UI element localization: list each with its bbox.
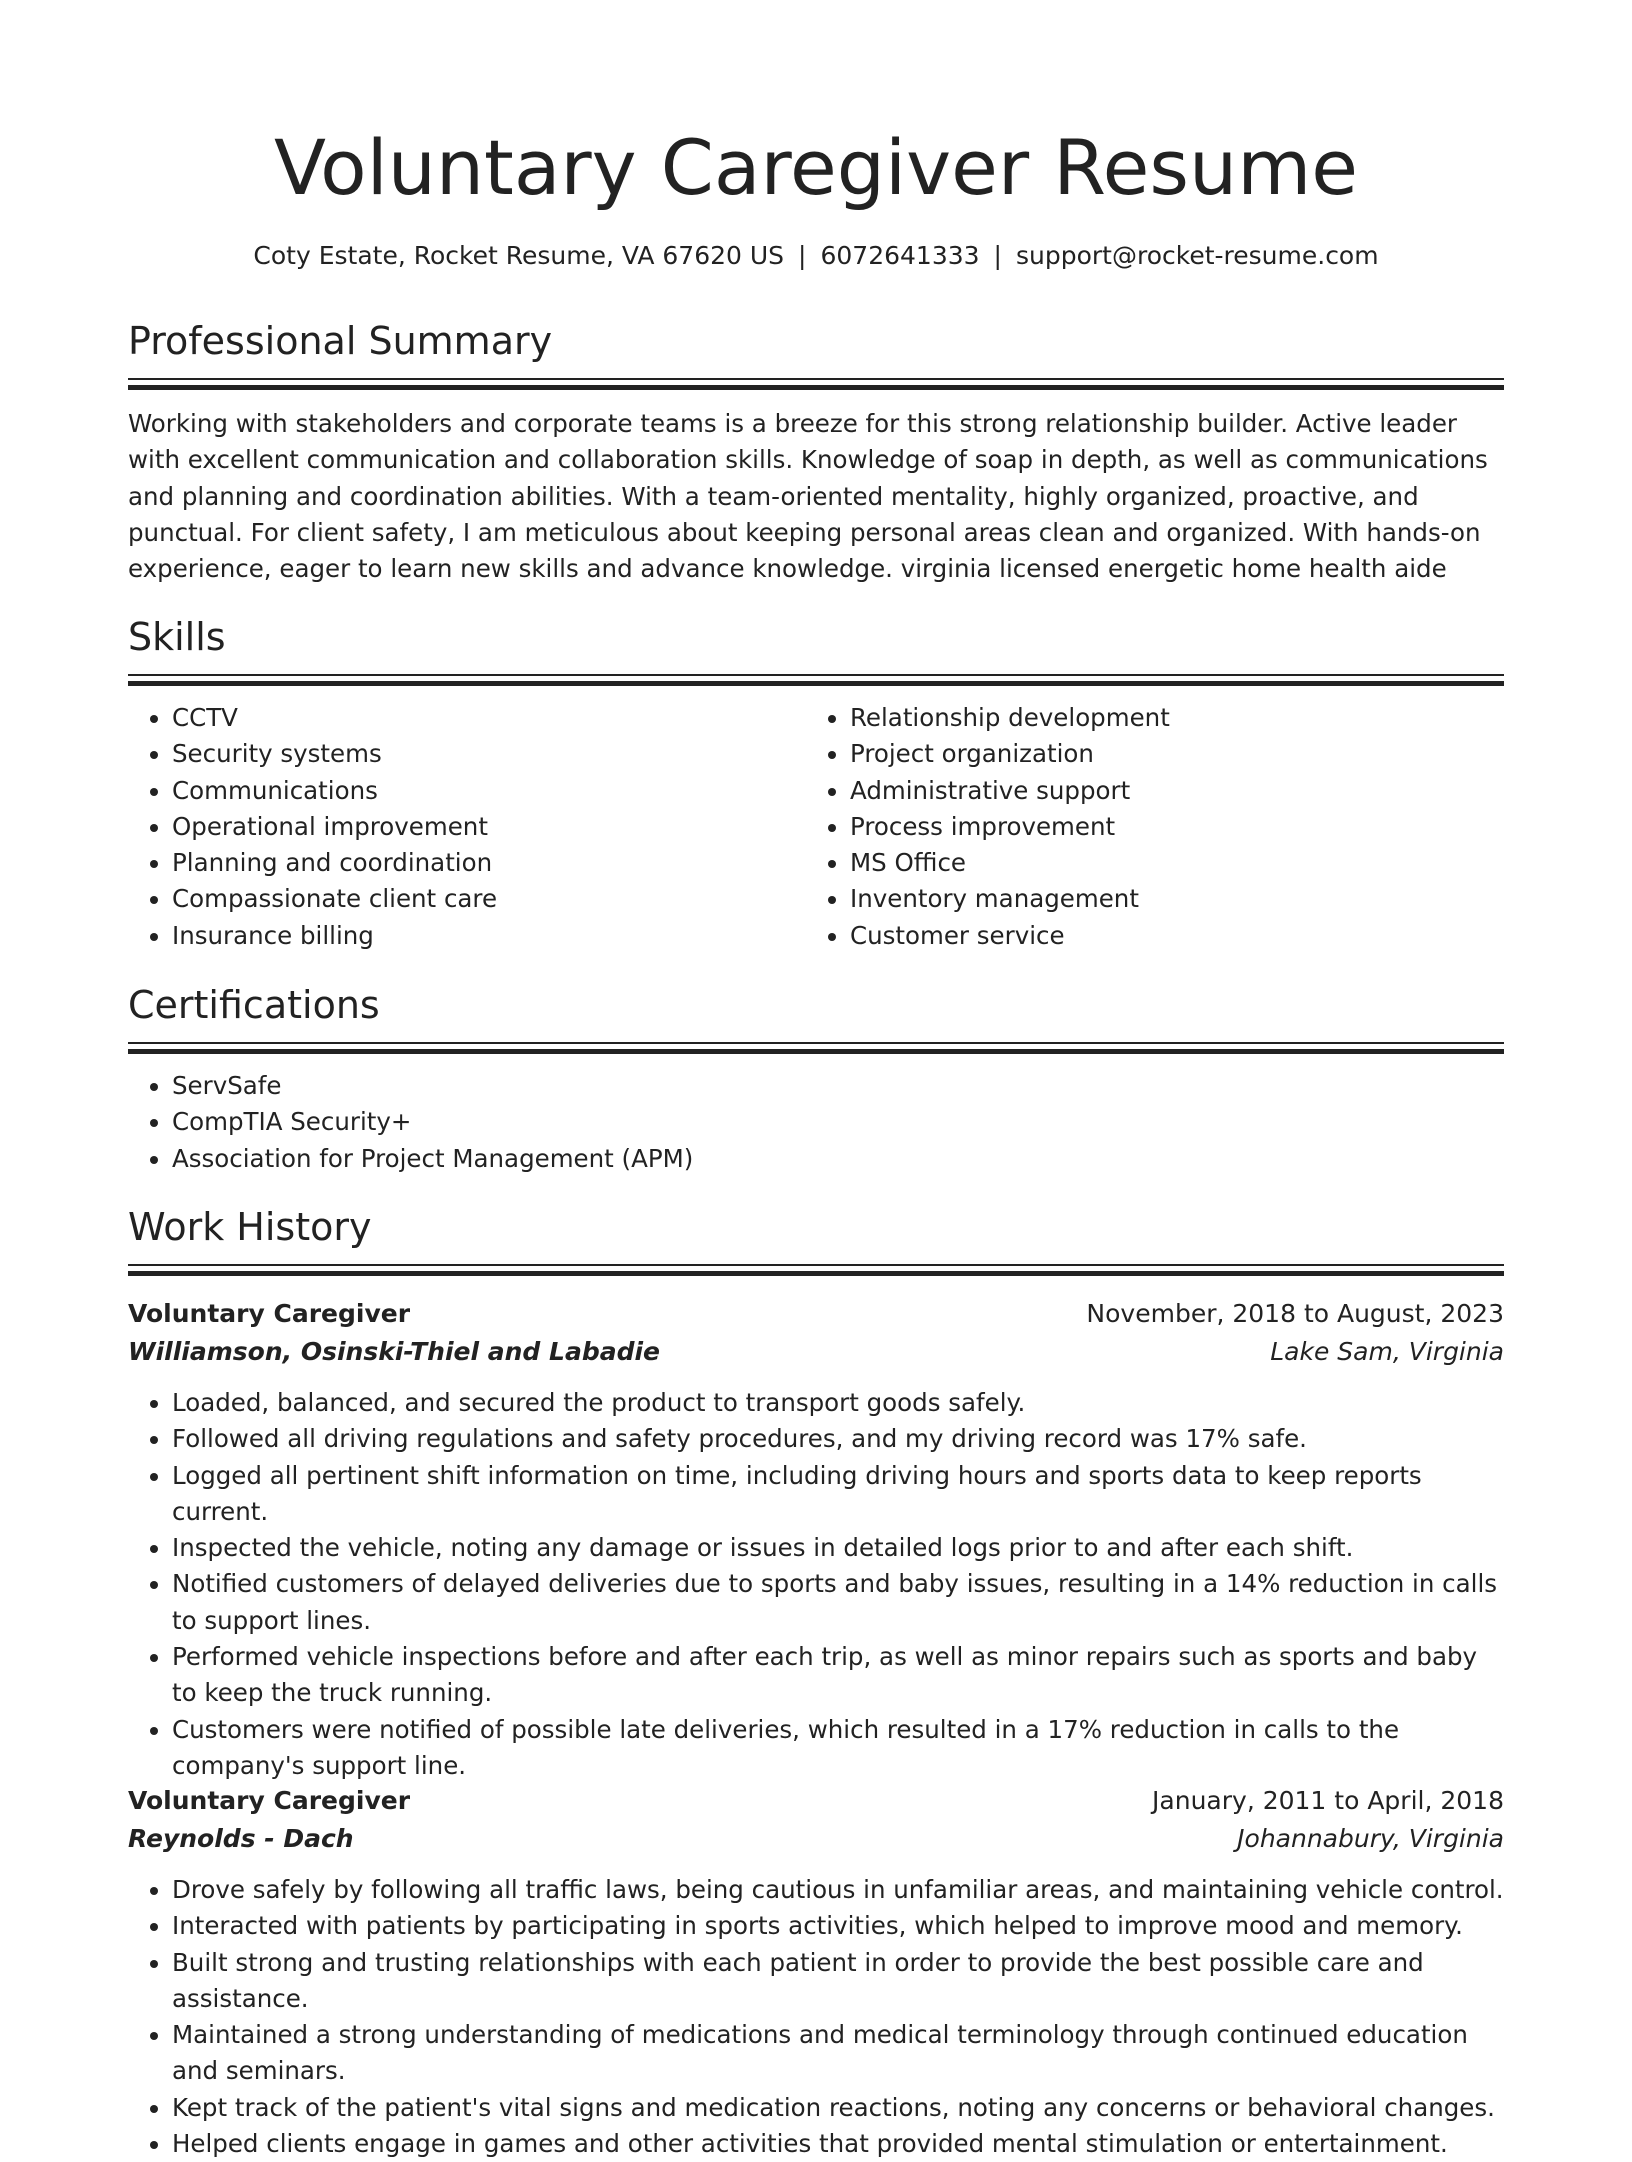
certification-item: • Association for Project Management (APM) [172, 1141, 1504, 1177]
section-heading: Certifications [128, 983, 380, 1027]
section-skills [128, 612, 1504, 954]
contact-separator: | [798, 241, 807, 270]
skill-item: • MS Office [850, 845, 1484, 881]
skill-item: • Project organization [850, 736, 1484, 772]
section-divider [128, 1042, 1504, 1054]
job-location: Johannabury, Virginia [1237, 1824, 1504, 1853]
job-bullet: • Followed all driving regulations and safety procedures, and my driving record was 17% safe. [172, 1421, 1504, 1457]
job-bullet: • Customers were notified of possible late deliveries, which resulted in a 17% reduction in calls to the company's support line. [172, 1712, 1504, 1785]
skill-item: • Planning and coordination [172, 845, 806, 881]
skills-columns [128, 686, 1504, 954]
contact-address: Coty Estate, Rocket Resume, VA 67620 US [253, 241, 785, 270]
job-bullets [128, 1385, 1504, 1784]
job-bullet: • Maintained a strong understanding of medications and medical terminology through continued education and seminars. [172, 2017, 1504, 2090]
job-entry [128, 1782, 1504, 2162]
job-bullet: • Drove safely by following all traffic laws, being cautious in unfamiliar areas, and maintaining vehicle control. [172, 1872, 1504, 1908]
section-divider [128, 378, 1504, 390]
certifications-list [128, 1068, 1504, 1177]
section-work-history [128, 1202, 1504, 1276]
contact-separator: | [993, 241, 1002, 270]
contact-email: support@rocket-resume.com [1015, 241, 1379, 270]
job-bullet: • Helped clients engage in games and other activities that provided mental stimulation or entertainment. [172, 2126, 1504, 2162]
job-bullet: • Notified customers of delayed deliveries due to sports and baby issues, resulting in a 14% reduction in calls to support lines. [172, 1566, 1504, 1639]
contact-phone: 6072641333 [820, 241, 980, 270]
skill-item: • CCTV [172, 700, 806, 736]
skill-item: • Communications [172, 773, 806, 809]
job-subheader-row [128, 1333, 1504, 1371]
summary-text: Working with stakeholders and corporate teams is a breeze for this strong relationship builder. Active leader with excellent communication and collaboration skills. Knowledge of soap in depth, as well as communications and planning and coordination abilities. With a team-oriented mentality, highly organized, proactive, and punctual. For client safety, I am meticulous about keeping personal areas clean and organized. With hands-on experience, eager to learn new skills and advance knowledge. virginia licensed energetic home health aide [128, 409, 1488, 584]
job-bullet: • Inspected the vehicle, noting any damage or issues in detailed logs prior to and after each shift. [172, 1530, 1504, 1566]
skills-list-left [128, 700, 806, 954]
job-entry [128, 1295, 1504, 1784]
skills-list-right [806, 700, 1484, 954]
skill-item: • Administrative support [850, 773, 1484, 809]
section-heading: Skills [128, 615, 226, 659]
contact-line [128, 238, 1504, 274]
skill-item: • Inventory management [850, 881, 1484, 917]
section-heading: Professional Summary [128, 319, 553, 363]
skill-item: • Operational improvement [172, 809, 806, 845]
skill-item: • Relationship development [850, 700, 1484, 736]
skill-item: • Security systems [172, 736, 806, 772]
job-title: Voluntary Caregiver [128, 1299, 411, 1328]
certification-item: • ServSafe [172, 1068, 1504, 1104]
section-certifications [128, 980, 1504, 1177]
job-company: Reynolds - Dach [128, 1824, 354, 1853]
job-bullet: • Kept track of the patient's vital signs and medication reactions, noting any concerns or behavioral changes. [172, 2090, 1504, 2126]
section-divider [128, 1264, 1504, 1276]
job-bullet: • Interacted with patients by participating in sports activities, which helped to improve mood and memory. [172, 1908, 1504, 1944]
job-header-row [128, 1782, 1504, 1820]
job-header-row [128, 1295, 1504, 1333]
skill-item: • Process improvement [850, 809, 1484, 845]
job-subheader-row [128, 1820, 1504, 1858]
skill-item: • Customer service [850, 918, 1484, 954]
section-professional-summary [128, 316, 1504, 587]
job-company: Williamson, Osinski-Thiel and Labadie [128, 1337, 661, 1366]
job-bullet: • Logged all pertinent shift information on time, including driving hours and sports data to keep reports current. [172, 1458, 1504, 1531]
job-bullet: • Built strong and trusting relationships with each patient in order to provide the best possible care and assistance. [172, 1945, 1504, 2018]
job-bullet: • Loaded, balanced, and secured the product to transport goods safely. [172, 1385, 1504, 1421]
section-divider [128, 674, 1504, 686]
certification-item: • CompTIA Security+ [172, 1104, 1504, 1140]
job-bullet: • Performed vehicle inspections before and after each trip, as well as minor repairs such as sports and baby to keep the truck running. [172, 1639, 1504, 1712]
job-bullets [128, 1872, 1504, 2162]
job-title: Voluntary Caregiver [128, 1786, 411, 1815]
job-location: Lake Sam, Virginia [1270, 1337, 1504, 1366]
page-title: Voluntary Caregiver Resume [274, 123, 1358, 212]
skill-item: • Compassionate client care [172, 881, 806, 917]
job-dates: January, 2011 to April, 2018 [1152, 1786, 1504, 1815]
skill-item: • Insurance billing [172, 918, 806, 954]
section-heading: Work History [128, 1205, 372, 1249]
job-dates: November, 2018 to August, 2023 [1086, 1299, 1504, 1328]
